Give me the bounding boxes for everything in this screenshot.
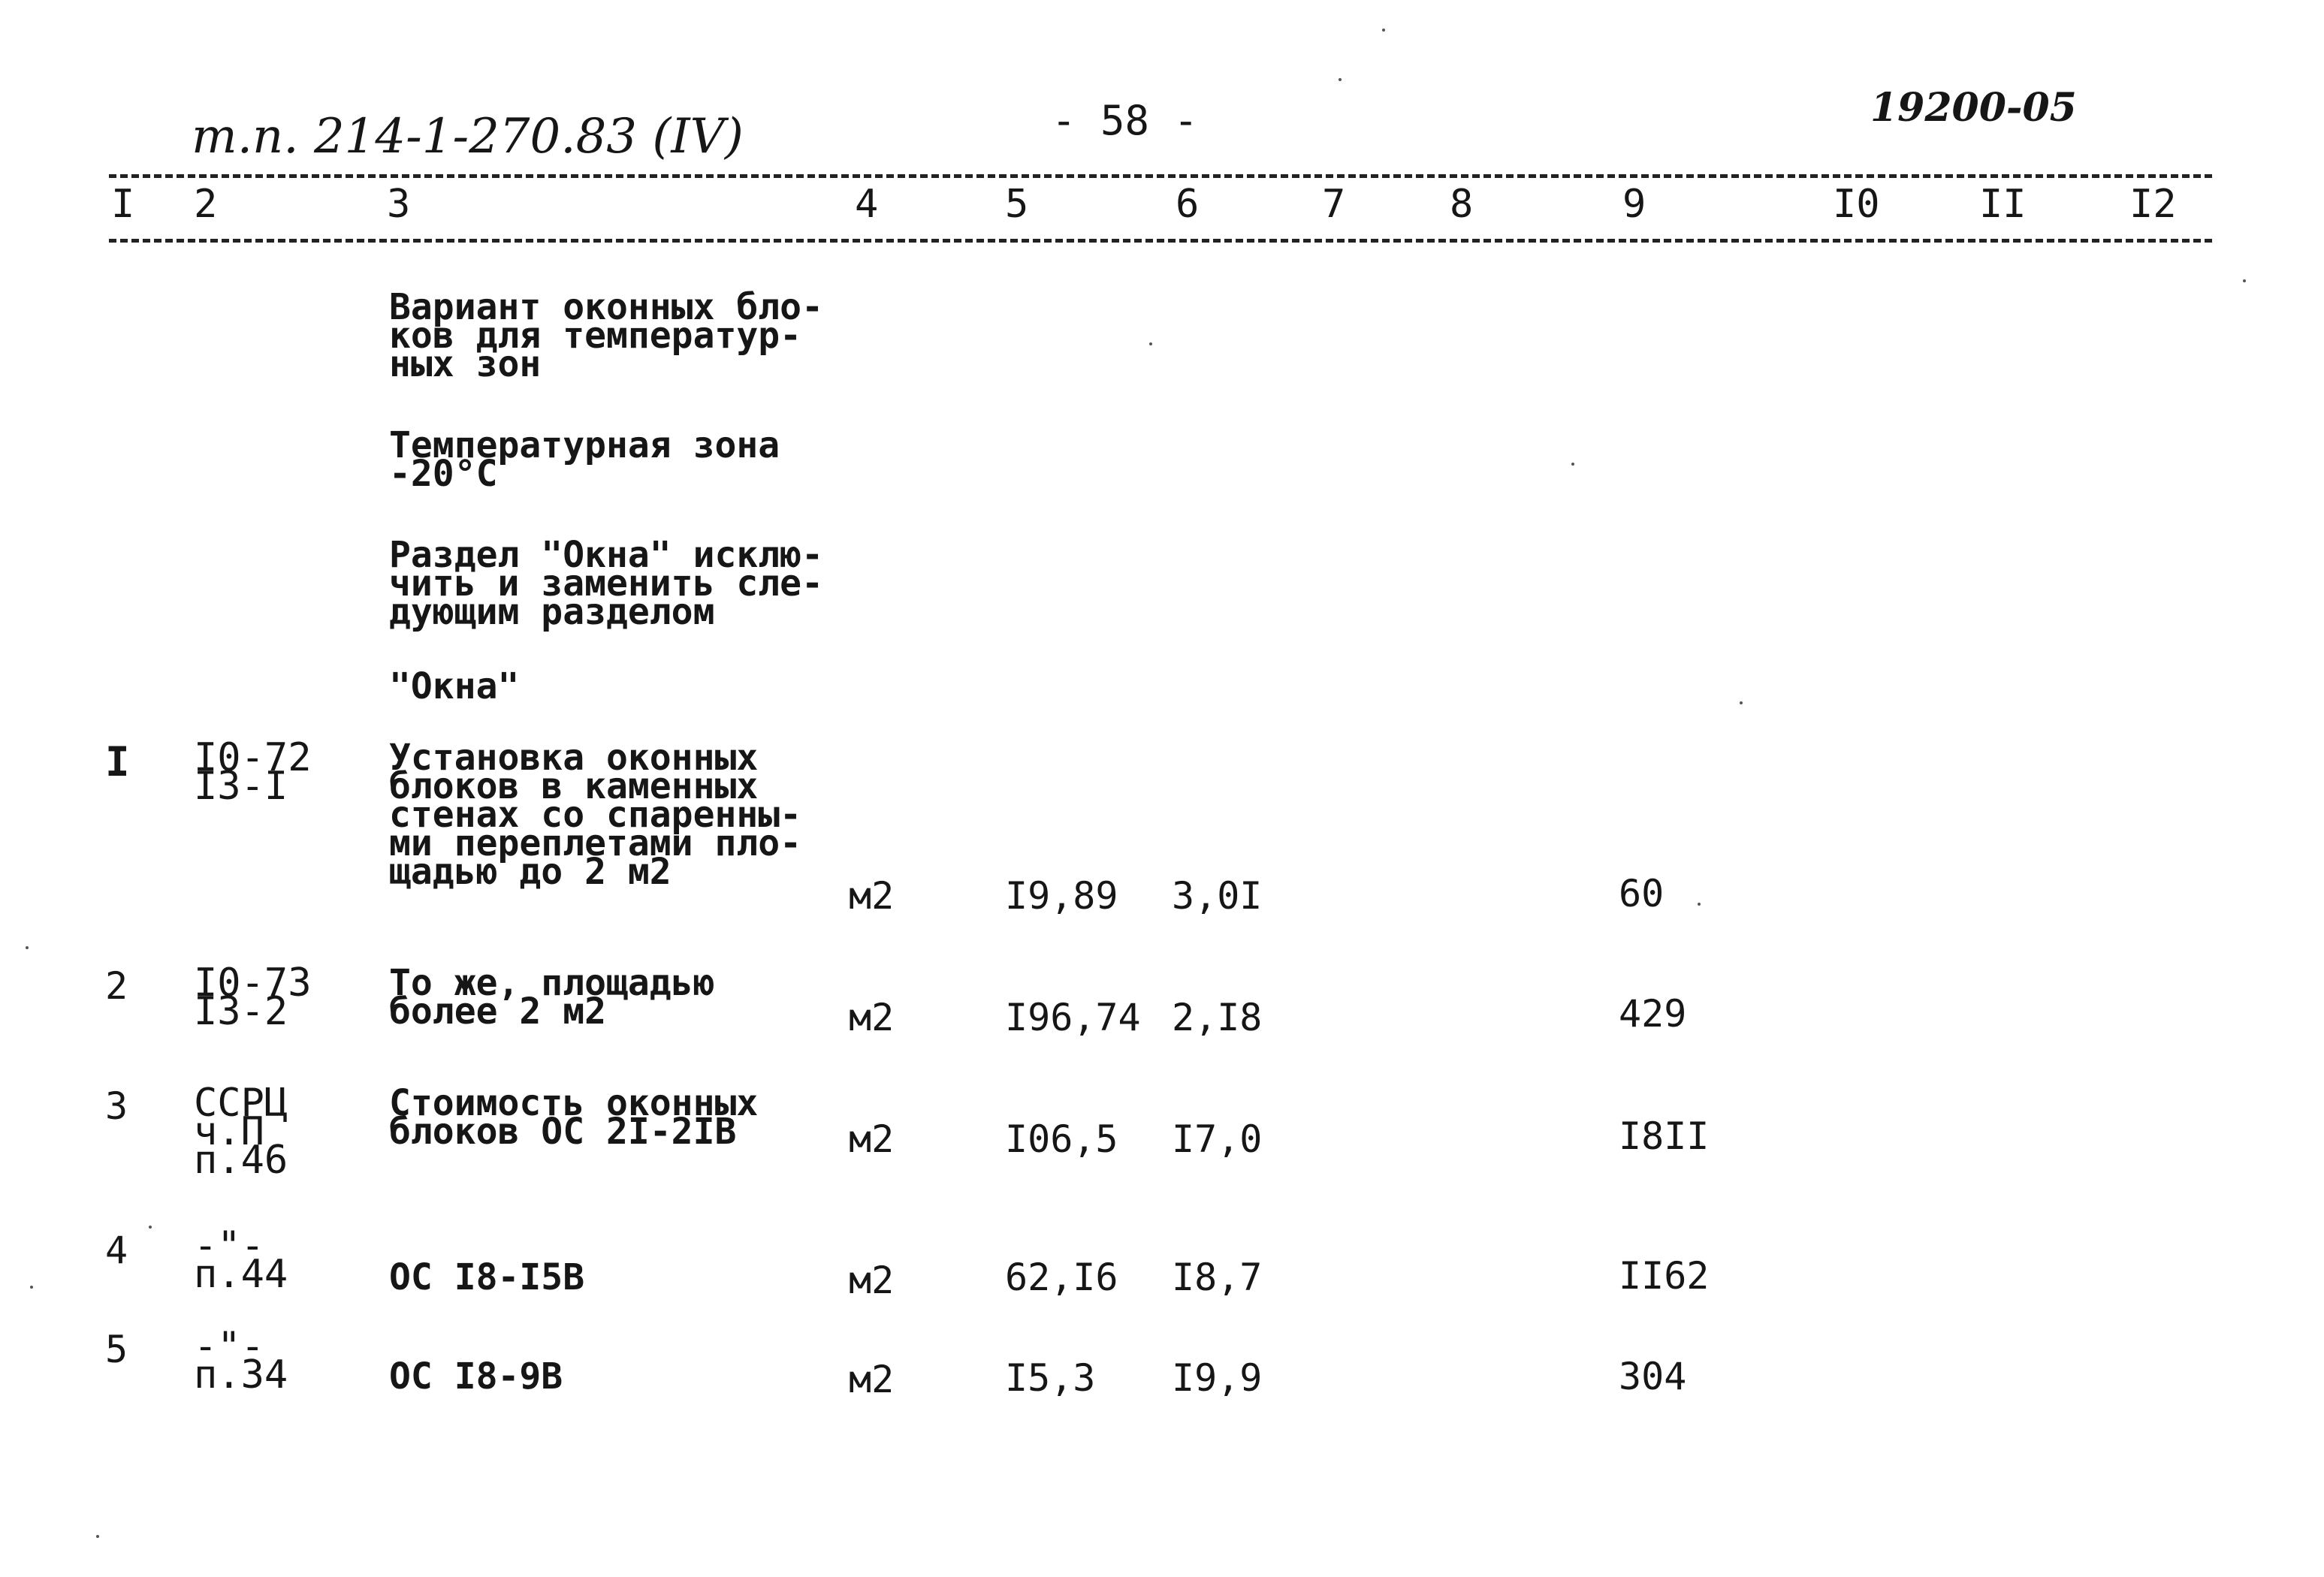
row-unit-price: 3,0I xyxy=(1172,874,1263,918)
column-number-11: II xyxy=(1979,182,2027,227)
row-total: 60 xyxy=(1619,872,1665,915)
scan-speck xyxy=(96,1535,99,1538)
row-quantity: I5,3 xyxy=(1005,1356,1096,1400)
row-code: I0-72 I3-I xyxy=(194,735,312,809)
scan-speck xyxy=(1740,701,1743,704)
row-number: 3 xyxy=(105,1084,128,1128)
intro-temperature-zone: Температурная зона -20°С xyxy=(389,424,780,495)
row-number: 4 xyxy=(105,1229,128,1272)
column-number-6: 6 xyxy=(1176,182,1200,227)
row-quantity: I06,5 xyxy=(1005,1117,1118,1161)
row-quantity: 62,I6 xyxy=(1005,1256,1118,1299)
row-unit: м2 xyxy=(849,996,895,1039)
row-code: -"- п.34 xyxy=(194,1324,288,1398)
page-number: - 58 - xyxy=(1052,97,1199,144)
column-number-9: 9 xyxy=(1622,182,1646,227)
column-number-7: 7 xyxy=(1322,182,1346,227)
row-unit: м2 xyxy=(849,1259,895,1302)
header-top-rule xyxy=(109,174,2212,178)
column-number-3: 3 xyxy=(387,182,411,227)
row-description: То же, площадью более 2 м2 xyxy=(389,962,715,1033)
document-reference: т.п. 214-1-270.83 (IV) xyxy=(192,109,744,164)
scan-speck xyxy=(26,946,29,949)
row-description: ОС I8-I5В xyxy=(389,1256,585,1298)
row-number: 2 xyxy=(105,964,128,1008)
row-total: I8II xyxy=(1619,1114,1710,1158)
row-quantity: I96,74 xyxy=(1005,996,1141,1039)
intro-section-replace: Раздел "Окна" исклю- чить и заменить сле- дующим разделом xyxy=(389,534,823,633)
scan-speck xyxy=(1339,78,1342,81)
row-unit: м2 xyxy=(849,1358,895,1401)
column-number-10: I0 xyxy=(1833,182,1880,227)
intro-variant-text: Вариант оконных бло- ков для температур- ных зон xyxy=(389,286,823,385)
column-number-8: 8 xyxy=(1450,182,1474,227)
scan-speck xyxy=(30,1286,33,1289)
row-unit-price: I8,7 xyxy=(1172,1256,1263,1299)
row-description: Установка оконных блоков в каменных стенах со спаренны- ми переплетами пло- щадью до 2 м2 xyxy=(389,737,802,893)
row-code: I0-73 I3-2 xyxy=(194,960,312,1034)
row-code: ССРЦ ч.П п.46 xyxy=(194,1081,288,1183)
column-number-4: 4 xyxy=(855,182,879,227)
row-total: 304 xyxy=(1619,1355,1687,1398)
header-bottom-rule xyxy=(109,239,2212,243)
row-quantity: I9,89 xyxy=(1005,874,1118,918)
column-number-5: 5 xyxy=(1005,182,1029,227)
row-description: Стоимость оконных блоков ОС 2I-2IВ xyxy=(389,1082,759,1153)
row-description: ОС I8-9В xyxy=(389,1355,563,1398)
row-unit-price: 2,I8 xyxy=(1172,996,1263,1039)
row-unit-price: I7,0 xyxy=(1172,1117,1263,1161)
row-unit: м2 xyxy=(849,874,895,918)
inventory-number: 19200-05 xyxy=(1870,85,2077,131)
row-total: 429 xyxy=(1619,992,1687,1036)
intro-section-title: "Окна" xyxy=(389,665,520,707)
scan-speck xyxy=(149,1226,152,1229)
scan-speck xyxy=(1149,342,1152,345)
scan-speck xyxy=(2243,279,2246,282)
column-number-12: I2 xyxy=(2129,182,2177,227)
scan-speck xyxy=(1382,29,1385,32)
column-number-2: 2 xyxy=(194,182,218,227)
row-code: -"- п.44 xyxy=(194,1223,288,1297)
row-unit-price: I9,9 xyxy=(1172,1356,1263,1400)
scan-speck xyxy=(1698,903,1701,906)
scan-speck xyxy=(1571,463,1574,466)
column-number-1: I xyxy=(111,182,135,227)
row-unit: м2 xyxy=(849,1117,895,1161)
row-total: II62 xyxy=(1619,1254,1710,1298)
row-number: I xyxy=(105,738,130,785)
row-number: 5 xyxy=(105,1328,128,1371)
